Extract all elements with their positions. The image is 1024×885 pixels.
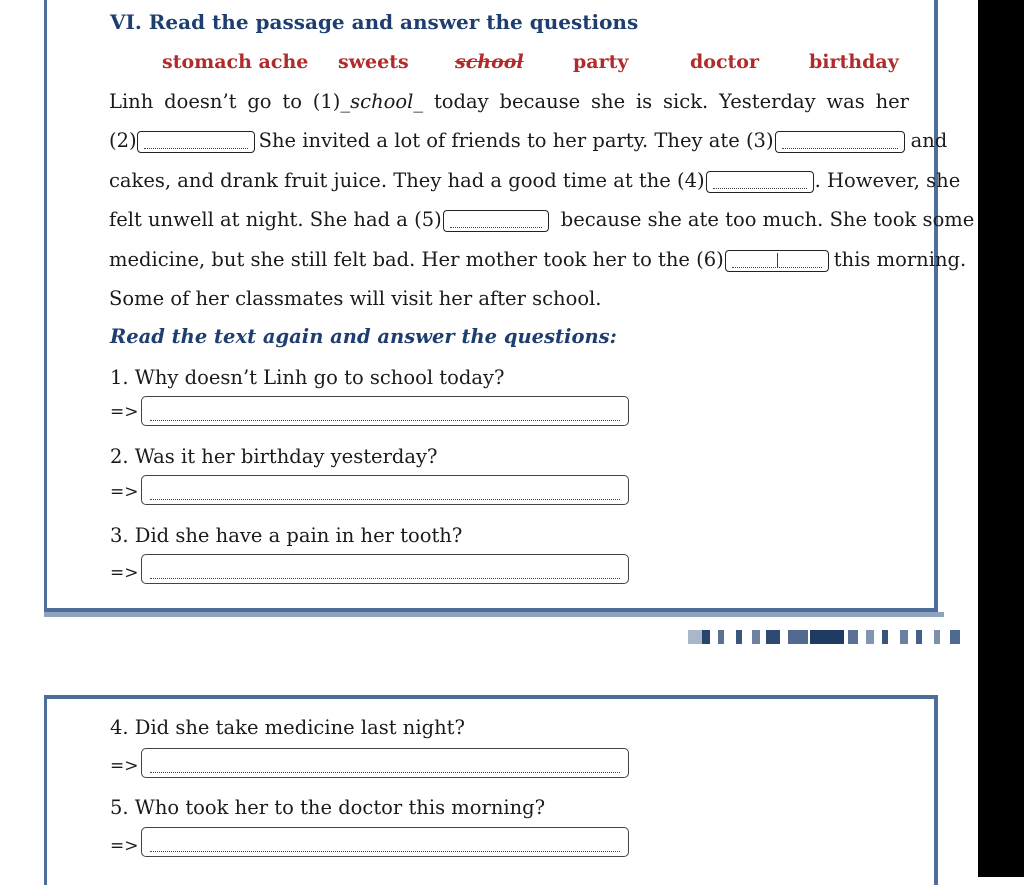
blank-4[interactable] xyxy=(706,171,814,193)
blank-3[interactable] xyxy=(775,131,905,153)
passage-line-2: (2) She invited a lot of friends to her party. They ate (3) and xyxy=(109,129,948,152)
word-bank-item: sweets xyxy=(338,51,409,73)
blank-2[interactable] xyxy=(137,131,255,153)
word-bank-item: stomach ache xyxy=(162,51,309,73)
filled-answer-1: school xyxy=(350,90,414,113)
answer-arrow: => xyxy=(110,756,139,776)
passage-line-5: medicine, but she still felt bad. Her mother took her to the (6) this morning. xyxy=(109,248,967,271)
pixelated-strip xyxy=(688,626,970,650)
answer-arrow: => xyxy=(110,563,139,583)
word-bank-item-used: school xyxy=(455,51,524,73)
dark-edge xyxy=(978,0,1024,877)
answer-arrow: => xyxy=(110,482,139,502)
answer-arrow: => xyxy=(110,836,139,856)
exercise-heading: VI. Read the passage and answer the questions xyxy=(110,10,639,34)
page-margin-left xyxy=(0,0,44,877)
blank-6[interactable] xyxy=(725,250,829,272)
question-1: 1. Why doesn’t Linh go to school today? xyxy=(110,366,505,389)
passage-line-4: felt unwell at night. She had a (5) because she ate too much. She took some xyxy=(109,208,975,231)
answer-arrow: => xyxy=(110,402,139,422)
word-bank-item: birthday xyxy=(809,51,899,73)
word-bank-item: party xyxy=(573,51,629,73)
answer-box-1[interactable] xyxy=(141,396,629,426)
question-2: 2. Was it her birthday yesterday? xyxy=(110,445,438,468)
question-5: 5. Who took her to the doctor this morning? xyxy=(110,796,546,819)
answer-box-3[interactable] xyxy=(141,554,629,584)
blank-5[interactable] xyxy=(443,210,549,232)
page-break-shadow xyxy=(44,612,944,617)
questions-subheading: Read the text again and answer the questions: xyxy=(110,325,617,348)
answer-box-5[interactable] xyxy=(141,827,629,857)
answer-box-4[interactable] xyxy=(141,748,629,778)
question-3: 3. Did she have a pain in her tooth? xyxy=(110,524,463,547)
question-4: 4. Did she take medicine last night? xyxy=(110,716,465,739)
answer-box-2[interactable] xyxy=(141,475,629,505)
passage-line-6: Some of her classmates will visit her after school. xyxy=(109,287,602,310)
word-bank-item: doctor xyxy=(690,51,759,73)
passage-line-1: Linh doesn’t go to (1)_school_ today because she is sick. Yesterday was her xyxy=(109,90,909,113)
passage-line-3: cakes, and drank fruit juice. They had a good time at the (4) . However, she xyxy=(109,169,961,192)
